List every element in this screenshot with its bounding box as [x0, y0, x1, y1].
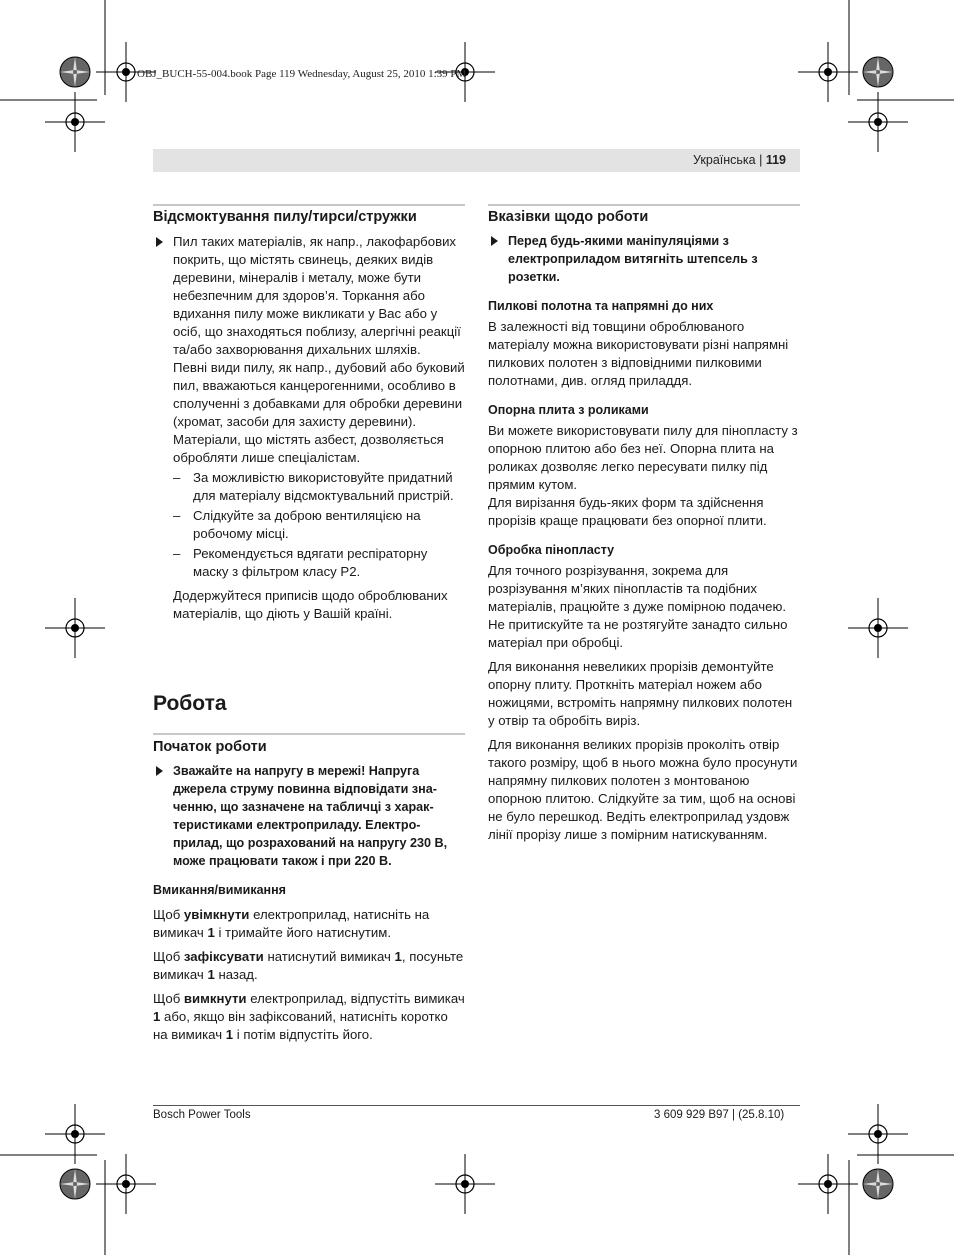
dust-para-3: Додержуйтеся приписів щодо оброблюваних матеріалів, що діють у Вашій країні.: [173, 588, 448, 621]
blades-heading: Пилкові полотна та напрямні до них: [488, 299, 714, 313]
tips-heading: Вказівки щодо роботи: [488, 209, 649, 225]
dust-para-1: Пил таких матеріалів, як напр., лакофарбових покрить, що містять свинець, деяких видів деревини, мінералів і металу, може бути небезпечним для здоров’я. Торкання або вдихання пилу може викликати у Вас або у осіб, що знаходяться поблизу, алергічні реакції та/або захворювання дихальних шляхів.: [173, 234, 461, 357]
print-info: OBJ_BUCH-55-004.book Page 119 Wednesday, August 25, 2010 1:39 PM: [137, 68, 467, 80]
page-header: [153, 149, 800, 172]
work-title: Робота: [153, 692, 227, 715]
left-column-lower: [153, 738, 465, 1044]
bullet-arrow-icon: [156, 237, 163, 247]
dust-para-2: Певні види пилу, як напр., дубовий або буковий пил, вважаються канцерогенними, особливо в сполученні з добавками для обробки деревини (хромат, засоби для захисту деревини). Матеріали, що містять азбест, дозволяється обробляти лише спеціалістам.: [173, 360, 465, 465]
plate-text-1: Ви можете використовувати пилу для пінопласту з опорною плитою або без неї. Опорна плита на роликах дозволяє легко пересувати пилку під прямим кутом.: [488, 423, 798, 492]
foam-heading: Обробка пінопласту: [488, 543, 615, 557]
right-column: [488, 208, 800, 844]
bullet-arrow-icon: [156, 766, 163, 776]
dash-item: – За можливістю використовуйте придатний для матеріалу відсмоктувальний пристрій.: [173, 470, 454, 503]
header-separator: |: [759, 153, 763, 167]
header-text: [693, 153, 786, 167]
page-number: 119: [765, 153, 786, 167]
plate-heading: Опорна плита з роликами: [488, 403, 649, 417]
foam-text-2: Для виконання невеликих прорізів демонтуйте опорну плиту. Проткніть матеріал ножем або ножицями, встроміть напрямну пилкових полотен у отвір та обробіть виріз.: [488, 659, 793, 728]
lock-text: Щоб зафіксувати натиснутий вимикач 1, посуньте вимикач 1 назад.: [153, 949, 464, 982]
onoff-heading: Вмикання/вимикання: [153, 883, 286, 897]
foam-text-3: Для виконання великих прорізів проколіть отвір такого розміру, щоб в нього можна було просунути напрямну пилкових полотен з монтованою опорною плитою. Слідкуйте за тим, щоб на основі не було перешкод. Ведіть електроприлад уздовж лінії прорізу лише з помірним натискуванням.: [488, 737, 798, 842]
dust-heading: Відсмоктування пилу/тирси/стружки: [153, 209, 417, 225]
foam-text-1: Для точного розрізування, зокрема для розрізування м’яких пінопластів та подібних матеріалів, працюйте з дуже помірною подачею. Не притискуйте та не розтягуйте занадто сильно матеріал при обробці.: [488, 563, 788, 650]
dash-item: – Рекомендується вдягати респіраторну маску з фільтром класу P2.: [173, 546, 428, 579]
header-language: Українська: [693, 153, 756, 167]
bullet-arrow-icon: [491, 236, 498, 246]
footer-doc-number: 3 609 929 B97 | (25.8.10): [654, 1109, 785, 1121]
left-column: [153, 208, 465, 623]
work-rule: [153, 733, 465, 735]
dash-item: – Слідкуйте за доброю вентиляцією на робочому місці.: [173, 508, 421, 541]
footer-rule: [153, 1105, 800, 1106]
voltage-note: Зважайте на напругу в мережі! Напруга джерела струму повинна відповідати значенню, що зазначене на табличці з характеристиками електроприладу. Електроприлад, що розрахований на напругу 230 В, може працювати також і при 220 В.: [153, 762, 465, 870]
switch-on-text: Щоб увімкнути електроприлад, натисніть на вимикач 1 і тримайте його натиснутим.: [153, 907, 430, 940]
dust-warning: [153, 233, 465, 467]
footer-brand: Bosch Power Tools: [153, 1109, 251, 1121]
right-section-rule: [488, 204, 800, 206]
switch-off-text: Щоб вимкнути електроприлад, відпустіть вимикач 1 або, якщо він зафіксований, натисніть коротко на вимикач 1 і потім відпустіть його.: [153, 991, 465, 1042]
blades-text: В залежності від товщини оброблюваного матеріалу можна використовувати різні напрямні пилкових полотен з відповідними пилковими полотнами, див. огляд приладдя.: [488, 319, 789, 388]
tips-note: Перед будь-якими маніпуляціями з електроприладом витягніть штепсель з розетки.: [488, 232, 800, 286]
plate-text-2: Для вирізання будь-яких форм та здійснення прорізів краще працювати без опорної плити.: [488, 495, 767, 528]
left-section-rule: [153, 204, 465, 206]
start-heading: Початок роботи: [153, 739, 267, 755]
